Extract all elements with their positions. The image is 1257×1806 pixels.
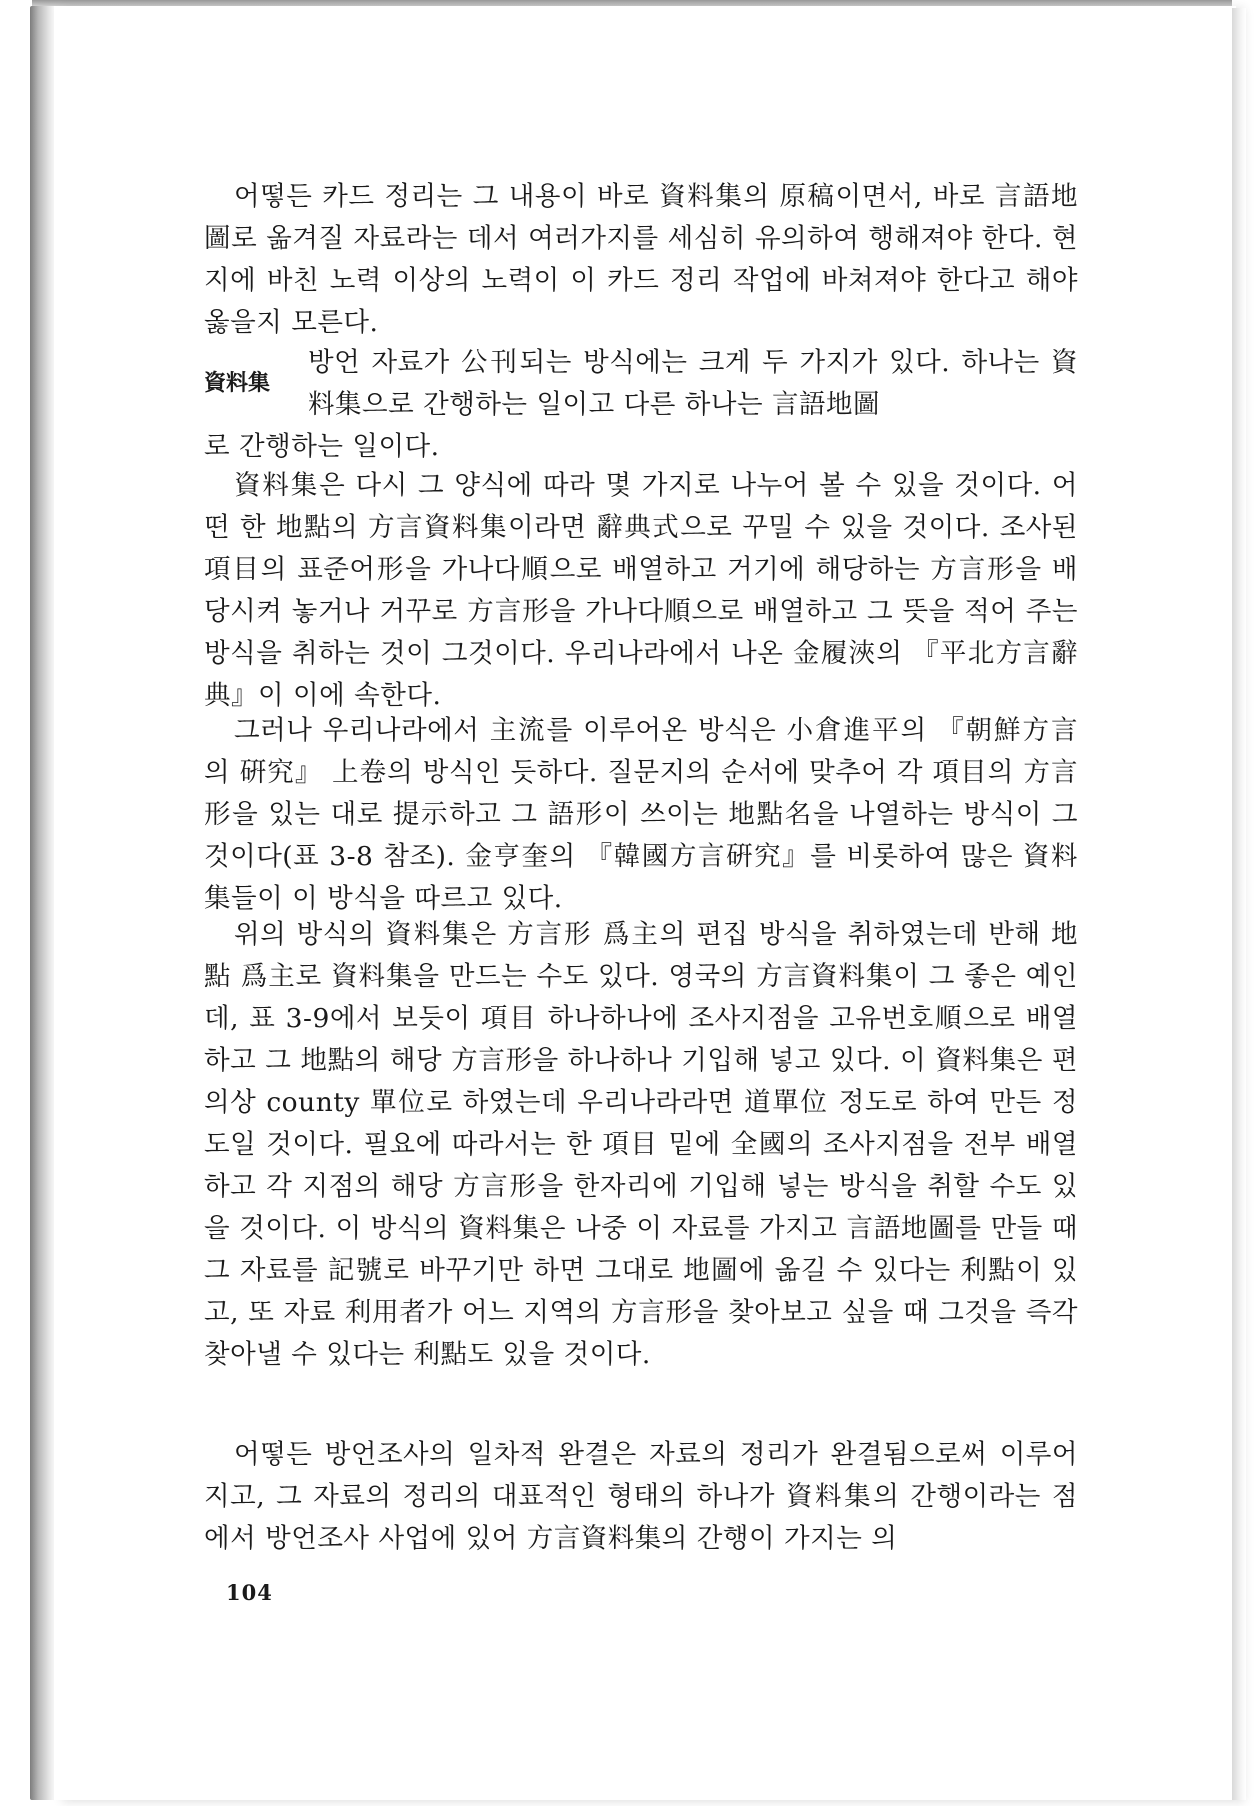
paragraph-text: 資料集은 다시 그 양식에 따라 몇 가지로 나누어 볼 수 있을 것이다. 어떤 한 地點의 方言資料集이라면 辭典式으로 꾸밀 수 있을 것이다. 조사된 項目의 표준어形을 가나다順으로 배열하고 거기에 해당하는 方言形을 배당시켜 놓거나 거꾸로 方言形을 가나다順으로 배열하고 그 뜻을 적어 주는 방식을 취하는 것이 그것이다. 우리나라에서 나온 金履浹의 『平北方言辭典』이 이에 속한다.: [204, 470, 1078, 711]
paragraph-text: 그러나 우리나라에서 主流를 이루어온 방식은 小倉進平의 『朝鮮方言의 硏究』 上卷의 방식인 듯하다. 질문지의 순서에 맞추어 각 項目의 方言形을 있는 대로 提示하고 그 語形이 쓰이는 地點名을 나열하는 방식이 그것이다(표 3-8 참조). 金亨奎의 『韓國方言硏究』를 비롯하여 많은 資料集들이 이 방식을 따르고 있다.: [204, 715, 1078, 914]
section-materials-collection: [204, 342, 1078, 468]
paragraph-dictionary-style: [204, 465, 1078, 717]
section-row: [204, 342, 1078, 426]
paragraph-text: 위의 방식의 資料集은 方言形 爲主의 편집 방식을 취하였는데 반해 地點 爲主로 資料集을 만드는 수도 있다. 영국의 方言資料集이 그 좋은 예인데, 표 3-9에서 보듯이 項目 하나하나에 조사지점을 고유번호順으로 배열하고 그 地點의 해당 方言形을 하나하나 기입해 넣고 있다. 이 資料集은 편의상 county 單位로 하였는데 우리나라라면 道單位 정도로 하여 만든 정도일 것이다. 필요에 따라서는 한 項目 밑에 全國의 조사지점을 전부 배열하고 각 지점의 해당 方言形을 한자리에 기입해 넣는 방식을 취할 수도 있을 것이다. 이 방식의 資料集은 나중 이 자료를 가지고 言語地圖를 만들 때 그 자료를 記號로 바꾸기만 하면 그대로 地圖에 옮길 수 있다는 利點이 있고, 또 자료 利用者가 어느 지역의 方言形을 찾아보고 싶을 때 그것을 즉각 찾아낼 수 있다는 利點도 있을 것이다.: [204, 919, 1078, 1370]
page-spine-edge: [30, 6, 54, 1800]
paragraph-text: 어떻든 카드 정리는 그 내용이 바로 資料集의 原稿이면서, 바로 言語地圖로 옮겨질 자료라는 데서 여러가지를 세심히 유의하여 행해져야 한다. 현지에 바친 노력 이상의 노력이 이 카드 정리 작업에 바쳐져야 한다고 해야 옳을지 모른다.: [204, 181, 1078, 338]
page-edge-right: [1232, 8, 1246, 1800]
paragraph-conclusion: [204, 1434, 1078, 1560]
paragraph-point-based-method: [204, 914, 1078, 1376]
margin-heading: 資料集: [204, 371, 271, 396]
paragraph-card-organization: [204, 176, 1078, 344]
section-intro-lines: 방언 자료가 公刊되는 방식에는 크게 두 가지가 있다. 하나는 資料集으로 간행하는 일이고 다른 하나는 言語地圖: [308, 347, 1078, 420]
paragraph-main-method: [204, 710, 1078, 920]
paragraph-text: 어떻든 방언조사의 일차적 완결은 자료의 정리가 완결됨으로써 이루어지고, 그 자료의 정리의 대표적인 형태의 하나가 資料集의 간행이라는 점에서 방언조사 사업에 있어 方言資料集의 간행이 가지는 의: [204, 1439, 1078, 1554]
page-number: 104: [226, 1580, 273, 1605]
section-intro-tail: 로 간행하는 일이다.: [204, 431, 440, 462]
